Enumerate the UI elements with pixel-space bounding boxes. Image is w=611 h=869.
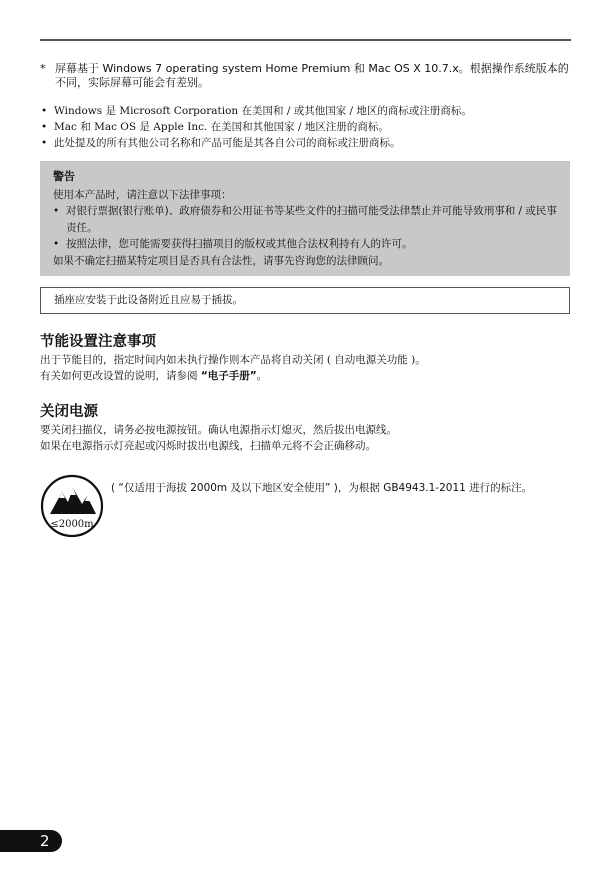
power-off-line: 如果在电源指示灯亮起或闪烁时拔出电源线，扫描单元将不会正确移动。 [40, 440, 376, 452]
warning-footer: 如果不确定扫描某特定项目是否具有合法性，请事先咨询您的法律顾问。 [53, 254, 389, 267]
energy-text [40, 352, 574, 384]
warning-item: • 对银行票据(银行账单)、政府债券和公用证书等某些文件的扫描可能受法律禁止并可能导致刑事和 / 或民事责任。 [53, 205, 557, 234]
altitude-mountain-icon [40, 474, 104, 538]
screen-note [40, 62, 574, 90]
note-marker: * [40, 62, 46, 75]
warning-intro: 使用本产品时，请注意以下法律事项： [53, 188, 232, 201]
socket-notice: 插座应安装于此设备附近且应易于插拔。 [40, 287, 570, 314]
top-rule [40, 39, 571, 41]
power-off-text [40, 422, 574, 454]
warning-item: • 按照法律，您可能需要获得扫描项目的版权或其他合法权利持有人的许可。 [53, 238, 413, 250]
trademark-list [40, 103, 574, 151]
list-item: • 此处提及的所有其他公司名称和产品可能是其各自公司的商标或注册商标。 [41, 137, 401, 149]
power-off-heading: 关闭电源 [40, 404, 98, 420]
energy-line: 出于节能目的，指定时间内如未执行操作则本产品将自动关闭 ( 自动电源关功能 )。 [40, 354, 426, 366]
warning-title: 警告 [53, 170, 75, 183]
list-item: • Mac 和 Mac OS 是 Apple Inc. 在美国和其他国家 / 地区注册的商标。 [41, 121, 389, 133]
altitude-text: ( “仅适用于海拔 2000m 及以下地区安全使用” )，为根据 GB4943.1-2011 进行的标注。 [111, 482, 533, 494]
altitude-badge-text: ≤2000m [50, 519, 94, 530]
energy-line: 有关如何更改设置的说明，请参阅 “电子手册”。 [40, 370, 268, 382]
warning-box [40, 161, 570, 276]
manual-link[interactable]: “电子手册” [200, 370, 257, 382]
energy-heading: 节能设置注意事项 [40, 334, 156, 350]
list-item: • Windows 是 Microsoft Corporation 在美国和 / 或其他国家 / 地区的商标或注册商标。 [41, 105, 472, 117]
power-off-line: 要关闭扫描仪，请务必按电源按钮。确认电源指示灯熄灭，然后拔出电源线。 [40, 424, 397, 436]
note-text: 屏幕基于 Windows 7 operating system Home Premium 和 Mac OS X 10.7.x。根据操作系统版本的不同，实际屏幕可能会有差别。 [55, 62, 569, 89]
page-number: 2 [0, 830, 62, 852]
